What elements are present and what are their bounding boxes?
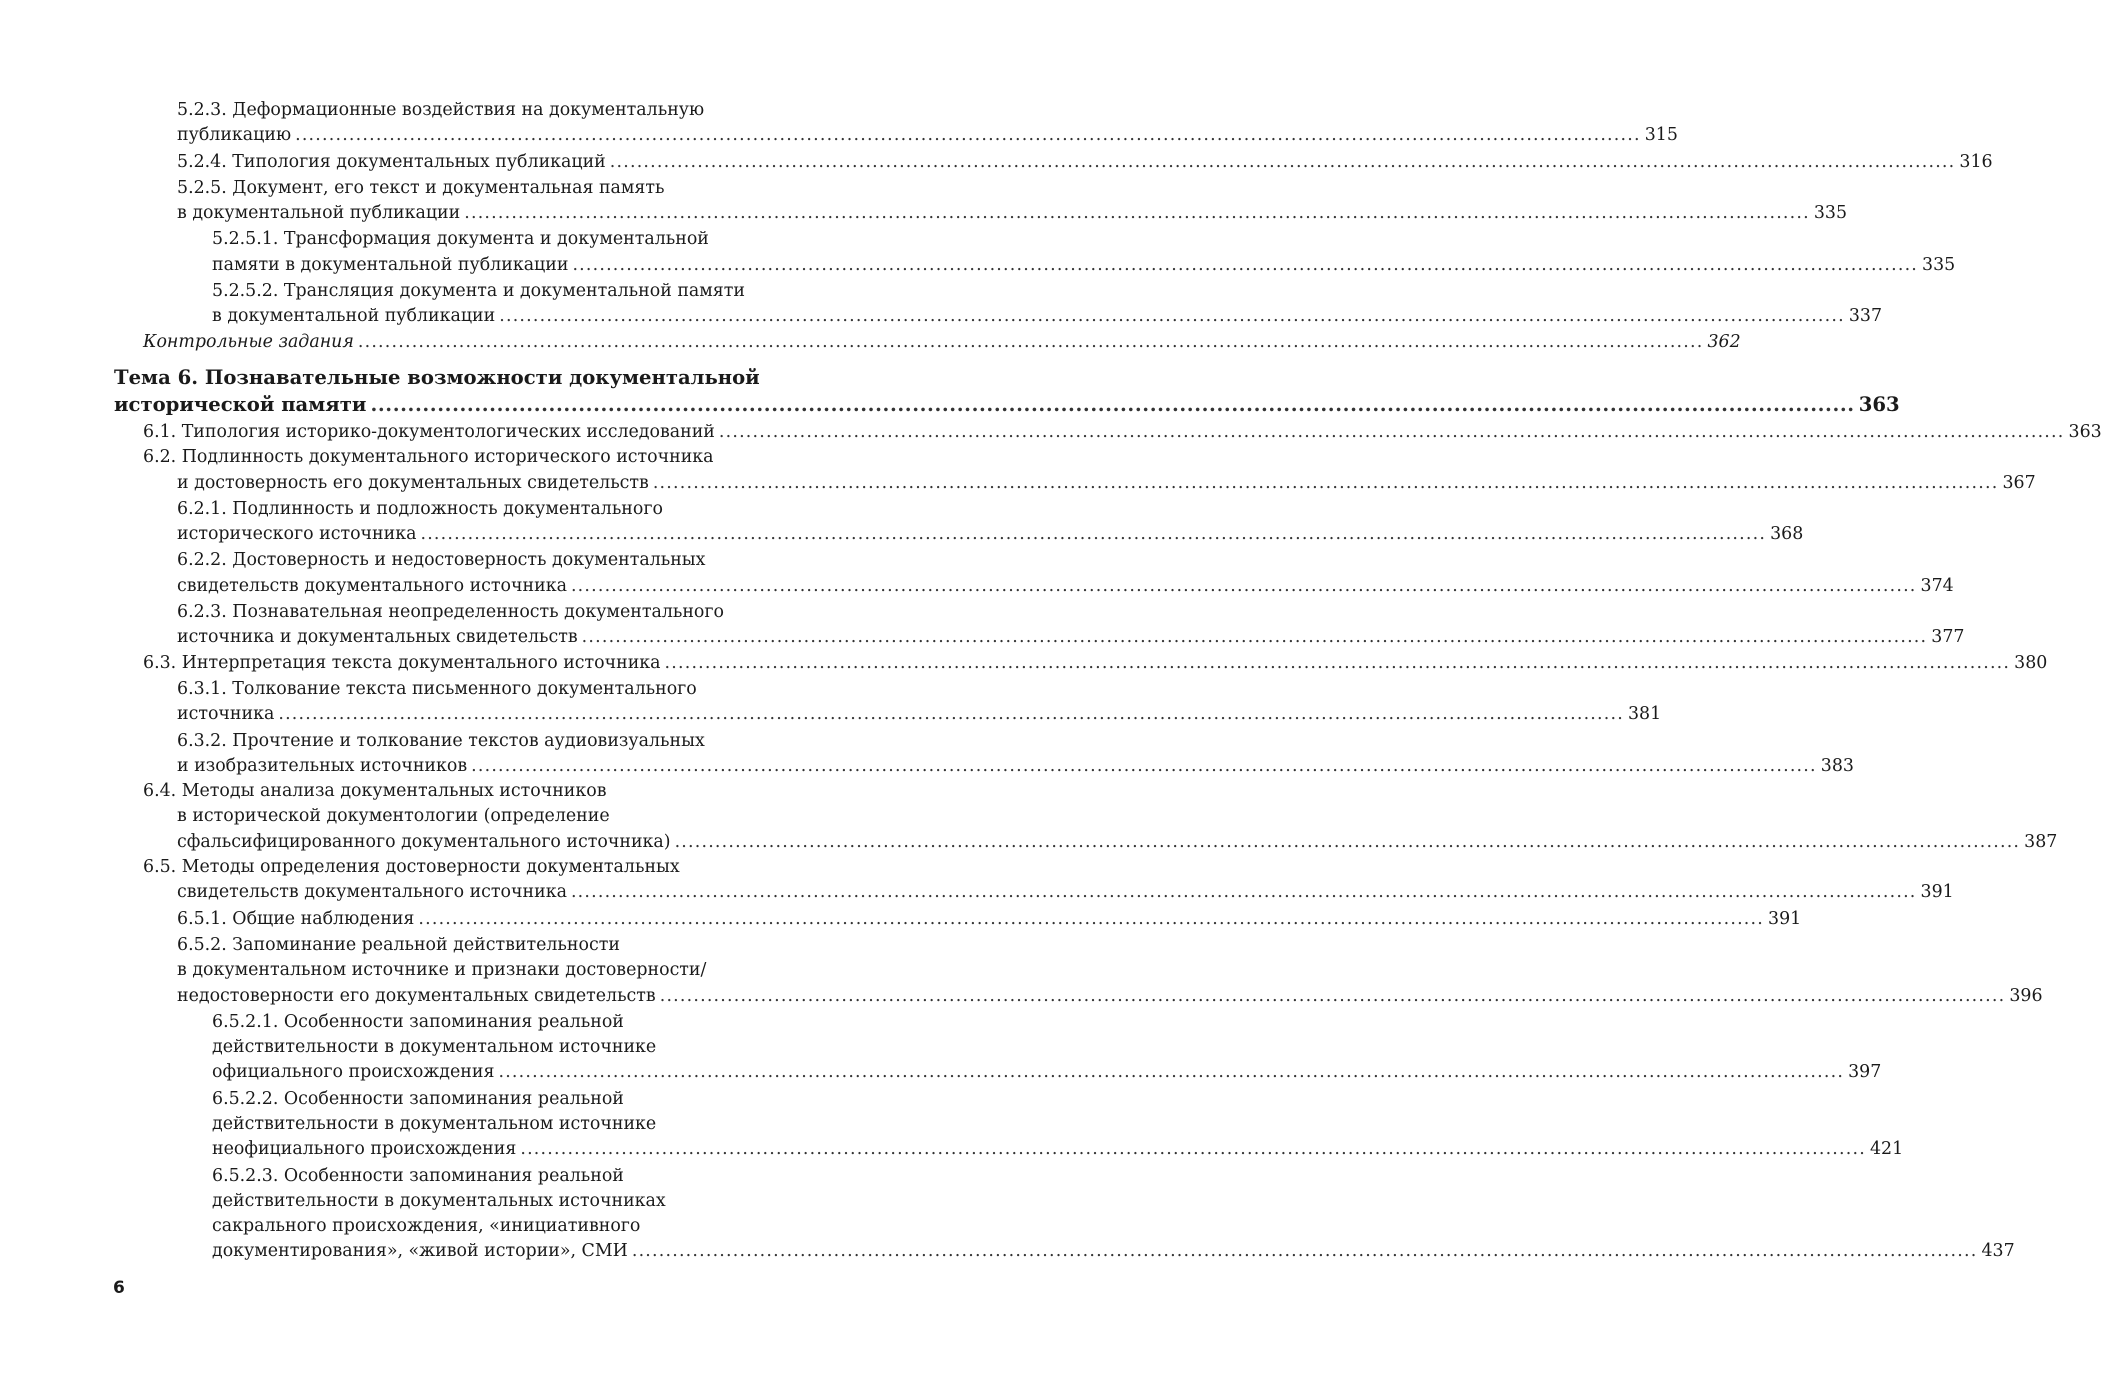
toc-entry (177, 175, 1848, 227)
toc-page-number: 397 (1848, 1062, 1882, 1083)
toc-entry (143, 330, 1741, 355)
toc-entry (143, 855, 1954, 906)
toc-page-number: 380 (2014, 652, 2048, 673)
toc-page-number: 362 (1707, 331, 1741, 352)
toc-entry (177, 932, 2043, 1009)
toc-entry-line: 6.5.2.1. Особенности запоминания реальной (212, 1011, 624, 1032)
toc-entry-line: источника и документальных свидетельств (177, 627, 578, 648)
toc-entry-line: и достоверность его документальных свидетельств (177, 472, 649, 493)
toc-page-number: 396 (2009, 985, 2043, 1006)
toc-entry-line: 6.2.3. Познавательная неопределенность документального (177, 602, 724, 623)
toc-entry (212, 278, 1883, 330)
toc-entry-line: 6.3.2. Прочтение и толкование текстов аудиовизуальных (177, 730, 705, 751)
toc-entry-line: неофициального происхождения (212, 1139, 517, 1160)
toc-leader-dots: ........................................................................................................................................................................................................ (570, 882, 1917, 903)
toc-entry-line: 6.5.2. Запоминание реальной действительности (177, 934, 620, 955)
toc-leader-dots: ........................................................................................................................................................................................................ (471, 755, 1817, 776)
toc-page-number: 374 (1920, 575, 1954, 596)
toc-leader-dots: ........................................................................................................................................................................................................ (418, 908, 1764, 929)
toc-leader-dots: ........................................................................................................................................................................................................ (370, 392, 1855, 416)
toc-leader-dots: ........................................................................................................................................................................................................ (609, 151, 1956, 172)
toc-entry-line: 6.4. Методы анализа документальных источников (143, 781, 607, 802)
toc-theme-entry (114, 364, 1900, 418)
toc-leader-dots: ........................................................................................................................................................................................................ (464, 203, 1810, 224)
toc-entry (212, 1163, 2015, 1265)
toc-leader-dots: ........................................................................................................................................................................................................ (581, 627, 1928, 648)
toc-page-number: 381 (1627, 704, 1662, 725)
toc-leader-dots: ........................................................................................................................................................................................................ (652, 472, 1999, 493)
toc-entry-line: памяти в документальной публикации (212, 254, 569, 275)
toc-page-number: 316 (1959, 151, 1993, 172)
toc-entry-line: 6.5.2.2. Особенности запоминания реальной (212, 1088, 624, 1109)
toc-page-number: 368 (1770, 524, 1804, 545)
toc-leader-dots: ........................................................................................................................................................................................................ (420, 524, 1767, 545)
toc-leader-dots: ........................................................................................................................................................................................................ (631, 1241, 1978, 1262)
toc-entry (143, 651, 2048, 676)
toc-entry-line: официального происхождения (212, 1062, 495, 1083)
toc-leader-dots: ........................................................................................................................................................................................................ (674, 831, 2021, 852)
toc-entry-line: 6.5. Методы определения достоверности документальных (143, 857, 680, 878)
toc-entry-line: 5.2.4. Типология документальных публикаций (177, 151, 606, 172)
toc-entry-line: и изобразительных источников (177, 755, 468, 776)
toc-entry (143, 445, 2036, 496)
toc-page-number: 437 (1981, 1241, 2015, 1262)
toc-leader-dots: ........................................................................................................................................................................................................ (278, 704, 1624, 725)
toc-entry-line: Тема 6. Познавательные возможности документальной (114, 365, 760, 389)
toc-leader-dots: ........................................................................................................................................................................................................ (659, 985, 2006, 1006)
toc-entry-line: 6.3.1. Толкование текста письменного документального (177, 678, 697, 699)
toc-leader-dots: ........................................................................................................................................................................................................ (499, 306, 1845, 327)
toc-page-number: 335 (1813, 203, 1848, 224)
toc-entry-line: в документальной публикации (212, 306, 496, 327)
toc-leader-dots: ........................................................................................................................................................................................................ (295, 125, 1641, 146)
toc-page-number: 421 (1869, 1139, 1904, 1160)
toc-entry-line: источника (177, 704, 275, 725)
toc-entry-line: исторического источника (177, 524, 417, 545)
toc-page-number: 335 (1922, 254, 1956, 275)
toc-entry-line: 6.2.1. Подлинность и подложность документального (177, 498, 663, 519)
toc-entry (143, 420, 2102, 445)
toc-entry-line: в документальной публикации (177, 203, 461, 224)
toc-page-number: 363 (2068, 421, 2102, 442)
toc-entry-line: Контрольные задания (143, 331, 354, 352)
toc-entry (212, 1086, 1904, 1163)
table-of-contents (0, 98, 2102, 1265)
toc-entry-line: свидетельств документального источника (177, 575, 567, 596)
toc-entry (177, 98, 1678, 149)
toc-entry-line: действительности в документальном источнике (212, 1037, 657, 1058)
toc-entry-line: в исторической документологии (определение (177, 806, 610, 827)
toc-entry-line: сакрального происхождения, «инициативного (212, 1216, 641, 1237)
toc-entry (177, 728, 1854, 780)
toc-leader-dots: ........................................................................................................................................................................................................ (520, 1139, 1866, 1160)
toc-entry (143, 779, 2058, 855)
toc-entry (177, 599, 1965, 651)
toc-entry-line: публикацию (177, 125, 292, 146)
toc-page-number: 387 (2024, 831, 2058, 852)
page-number: 6 (113, 1278, 125, 1298)
toc-page-number: 383 (1820, 755, 1854, 776)
toc-entry (212, 226, 1956, 278)
toc-entry (177, 906, 1802, 932)
toc-entry (177, 149, 1993, 175)
toc-leader-dots: ........................................................................................................................................................................................................ (664, 652, 2011, 673)
toc-entry-line: исторической памяти (114, 392, 367, 416)
toc-page-number: 337 (1848, 306, 1883, 327)
toc-leader-dots: ........................................................................................................................................................................................................ (498, 1062, 1845, 1083)
toc-entry (177, 496, 1804, 548)
toc-entry-line: 5.2.5.2. Трансляция документа и документальной памяти (212, 281, 745, 302)
toc-entry-line: 6.3. Интерпретация текста документального источника (143, 652, 661, 673)
toc-leader-dots: ........................................................................................................................................................................................................ (357, 331, 1704, 352)
toc-page-number: 315 (1644, 125, 1678, 146)
toc-page-number: 391 (1920, 882, 1954, 903)
toc-entry-line: 5.2.5. Документ, его текст и документальная память (177, 177, 665, 198)
toc-entry (177, 547, 1954, 599)
toc-entry-line: недостоверности его документальных свидетельств (177, 985, 656, 1006)
toc-entry-line: 5.2.5.1. Трансформация документа и документальной (212, 229, 709, 250)
toc-leader-dots: ........................................................................................................................................................................................................ (718, 421, 2065, 442)
toc-entry-line: 6.2.2. Достоверность и недостоверность документальных (177, 550, 706, 571)
toc-entry-line: в документальном источнике и признаки достоверности/ (177, 960, 707, 981)
toc-entry-line: 6.5.1. Общие наблюдения (177, 908, 415, 929)
toc-entry-line: действительности в документальном источнике (212, 1113, 657, 1134)
toc-entry-line: сфальсифицированного документального источника) (177, 831, 671, 852)
toc-entry-line: 6.2. Подлинность документального исторического источника (143, 447, 714, 468)
toc-page-number: 363 (1858, 392, 1900, 416)
toc-entry-line: действительности в документальных источниках (212, 1190, 666, 1211)
toc-entry-line: документирования», «живой истории», СМИ (212, 1241, 628, 1262)
toc-entry (212, 1009, 1882, 1086)
toc-entry-line: 6.5.2.3. Особенности запоминания реальной (212, 1165, 624, 1186)
toc-page-number: 367 (2002, 472, 2036, 493)
toc-entry-line: 6.1. Типология историко-документологических исследований (143, 421, 715, 442)
toc-page-number: 391 (1768, 908, 1802, 929)
toc-entry-line: 5.2.3. Деформационные воздействия на документальную (177, 100, 705, 120)
toc-leader-dots: ........................................................................................................................................................................................................ (570, 575, 1917, 596)
toc-entry-line: свидетельств документального источника (177, 882, 567, 903)
toc-leader-dots: ........................................................................................................................................................................................................ (572, 254, 1919, 275)
toc-entry (177, 676, 1662, 728)
toc-page-number: 377 (1931, 627, 1965, 648)
